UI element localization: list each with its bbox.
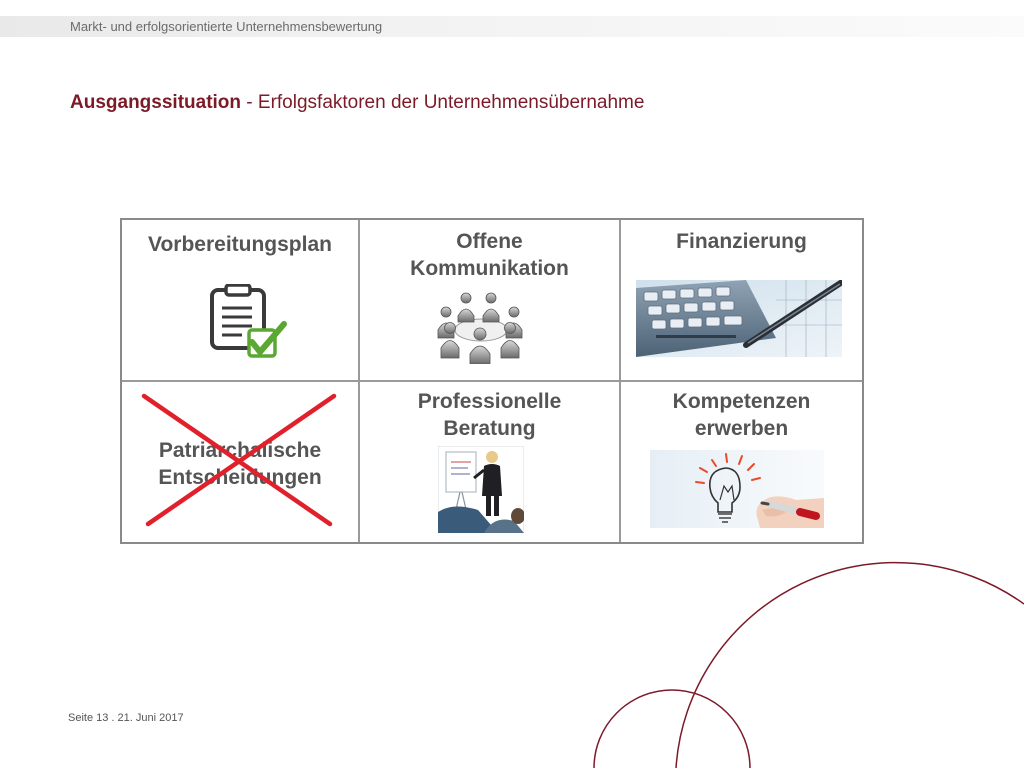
cell-professionelle-beratung (360, 382, 619, 542)
clipboard-check-icon (208, 284, 288, 360)
title-rest: - Erfolgsfaktoren der Unternehmensübernahme (241, 92, 645, 113)
calculator-pen-image (636, 280, 842, 357)
presentation-image (438, 446, 524, 533)
cell-label-professionelle-beratung: Professionelle Beratung (417, 390, 562, 440)
lightbulb-sketch-image (650, 450, 824, 528)
cell-label-patriarchalische-entscheidungen: Patriarchalische Entscheidungen (158, 439, 322, 489)
cell-label-offene-kommunikation: Offene Kommunikation (410, 230, 569, 280)
cell-kompetenzen-erwerben (621, 382, 862, 542)
cell-patriarchalische-entscheidungen (122, 382, 358, 542)
header-text: Markt- und erfolgsorientierte Unternehmensbewertung (70, 19, 383, 34)
slide-title (70, 92, 644, 114)
title-bold: Ausgangssituation (70, 92, 242, 113)
footer-page-date: Seite 13 . 21. Juni 2017 (68, 712, 184, 724)
cell-label-finanzierung: Finanzierung (676, 230, 807, 253)
red-cross-mark (122, 382, 358, 542)
cell-label-kompetenzen-erwerben: Kompetenzen erwerben (672, 390, 811, 440)
success-factor-grid (120, 218, 864, 544)
meeting-people-icon (436, 292, 526, 364)
cell-vorbereitungsplan (122, 220, 358, 380)
cell-offene-kommunikation (360, 220, 619, 380)
cell-label-vorbereitungsplan: Vorbereitungsplan (148, 233, 332, 256)
cell-finanzierung (621, 220, 862, 380)
